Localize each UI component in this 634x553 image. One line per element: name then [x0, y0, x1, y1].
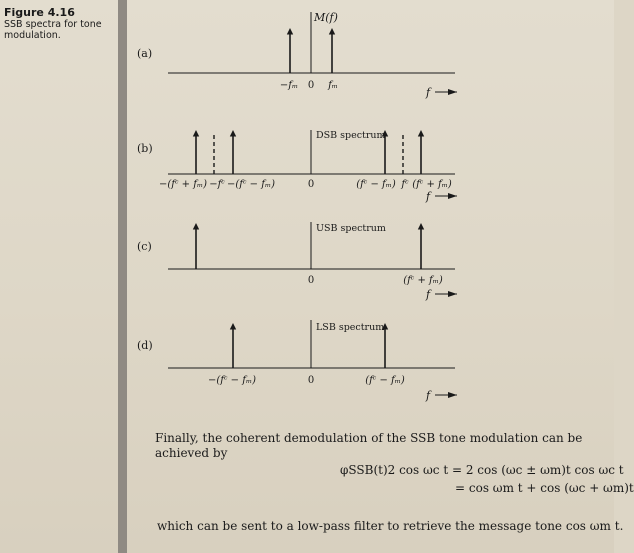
- panel-c-tick-usb: (fᶜ + fₘ): [403, 275, 443, 286]
- panel-a-tick-neg-fm: −fₘ: [279, 80, 299, 91]
- panel-b-tick-3: −(fᶜ − fₘ): [227, 179, 275, 190]
- panel-c-label: (c): [137, 240, 152, 253]
- panel-b-title: DSB spectrum: [316, 130, 386, 141]
- panel-c-tick-zero: 0: [307, 275, 315, 286]
- panel-c-axis-label: f: [426, 288, 431, 301]
- panel-a-label: (a): [137, 47, 153, 60]
- panel-b-tick-zero: 0: [307, 179, 315, 190]
- panel-d-label: (d): [137, 339, 153, 352]
- panel-b-tick-6: fᶜ: [401, 179, 409, 190]
- panel-b-tick-5: (fᶜ − fₘ): [356, 179, 396, 190]
- panel-d-tick-zero: 0: [307, 375, 315, 386]
- panel-d-tick-pos: (fᶜ − fₘ): [365, 375, 405, 386]
- demodulation-equation-line-2: = cos ωm t + cos (ωc + ωm)t: [455, 481, 634, 495]
- panel-d-tick-neg: −(fᶜ − fₘ): [208, 375, 256, 386]
- panel-a-title: M(f): [314, 11, 338, 24]
- panel-b-tick-7: (fᶜ + fₘ): [412, 179, 452, 190]
- body-paragraph: Finally, the coherent demodulation of the SSB tone modulation can be achieved by: [155, 431, 583, 460]
- demodulation-equation-line-1: φSSB(t)2 cos ωc t = 2 cos (ωc ± ωm)t cos ωc t: [340, 463, 624, 477]
- panel-b-tick-2: −fᶜ: [209, 179, 225, 190]
- panel-a-axis-label: f: [426, 86, 431, 99]
- figure-caption: SSB spectra for tone modulation.: [4, 19, 102, 41]
- panel-b-axis-label: f: [426, 190, 431, 203]
- panel-c-title: USB spectrum: [316, 223, 386, 234]
- closing-paragraph: which can be sent to a low-pass filter to retrieve the message tone cos ωm t.: [157, 519, 624, 533]
- panel-d-title: LSB spectrum: [316, 322, 385, 333]
- panel-b-tick-1: −(fᶜ + fₘ): [159, 179, 207, 190]
- panel-a-tick-zero: 0: [307, 80, 315, 91]
- panel-d-axis-label: f: [426, 389, 431, 402]
- panel-a-tick-pos-fm: fₘ: [328, 80, 338, 91]
- panel-b-label: (b): [137, 142, 153, 155]
- figure-number: Figure 4.16: [4, 6, 75, 19]
